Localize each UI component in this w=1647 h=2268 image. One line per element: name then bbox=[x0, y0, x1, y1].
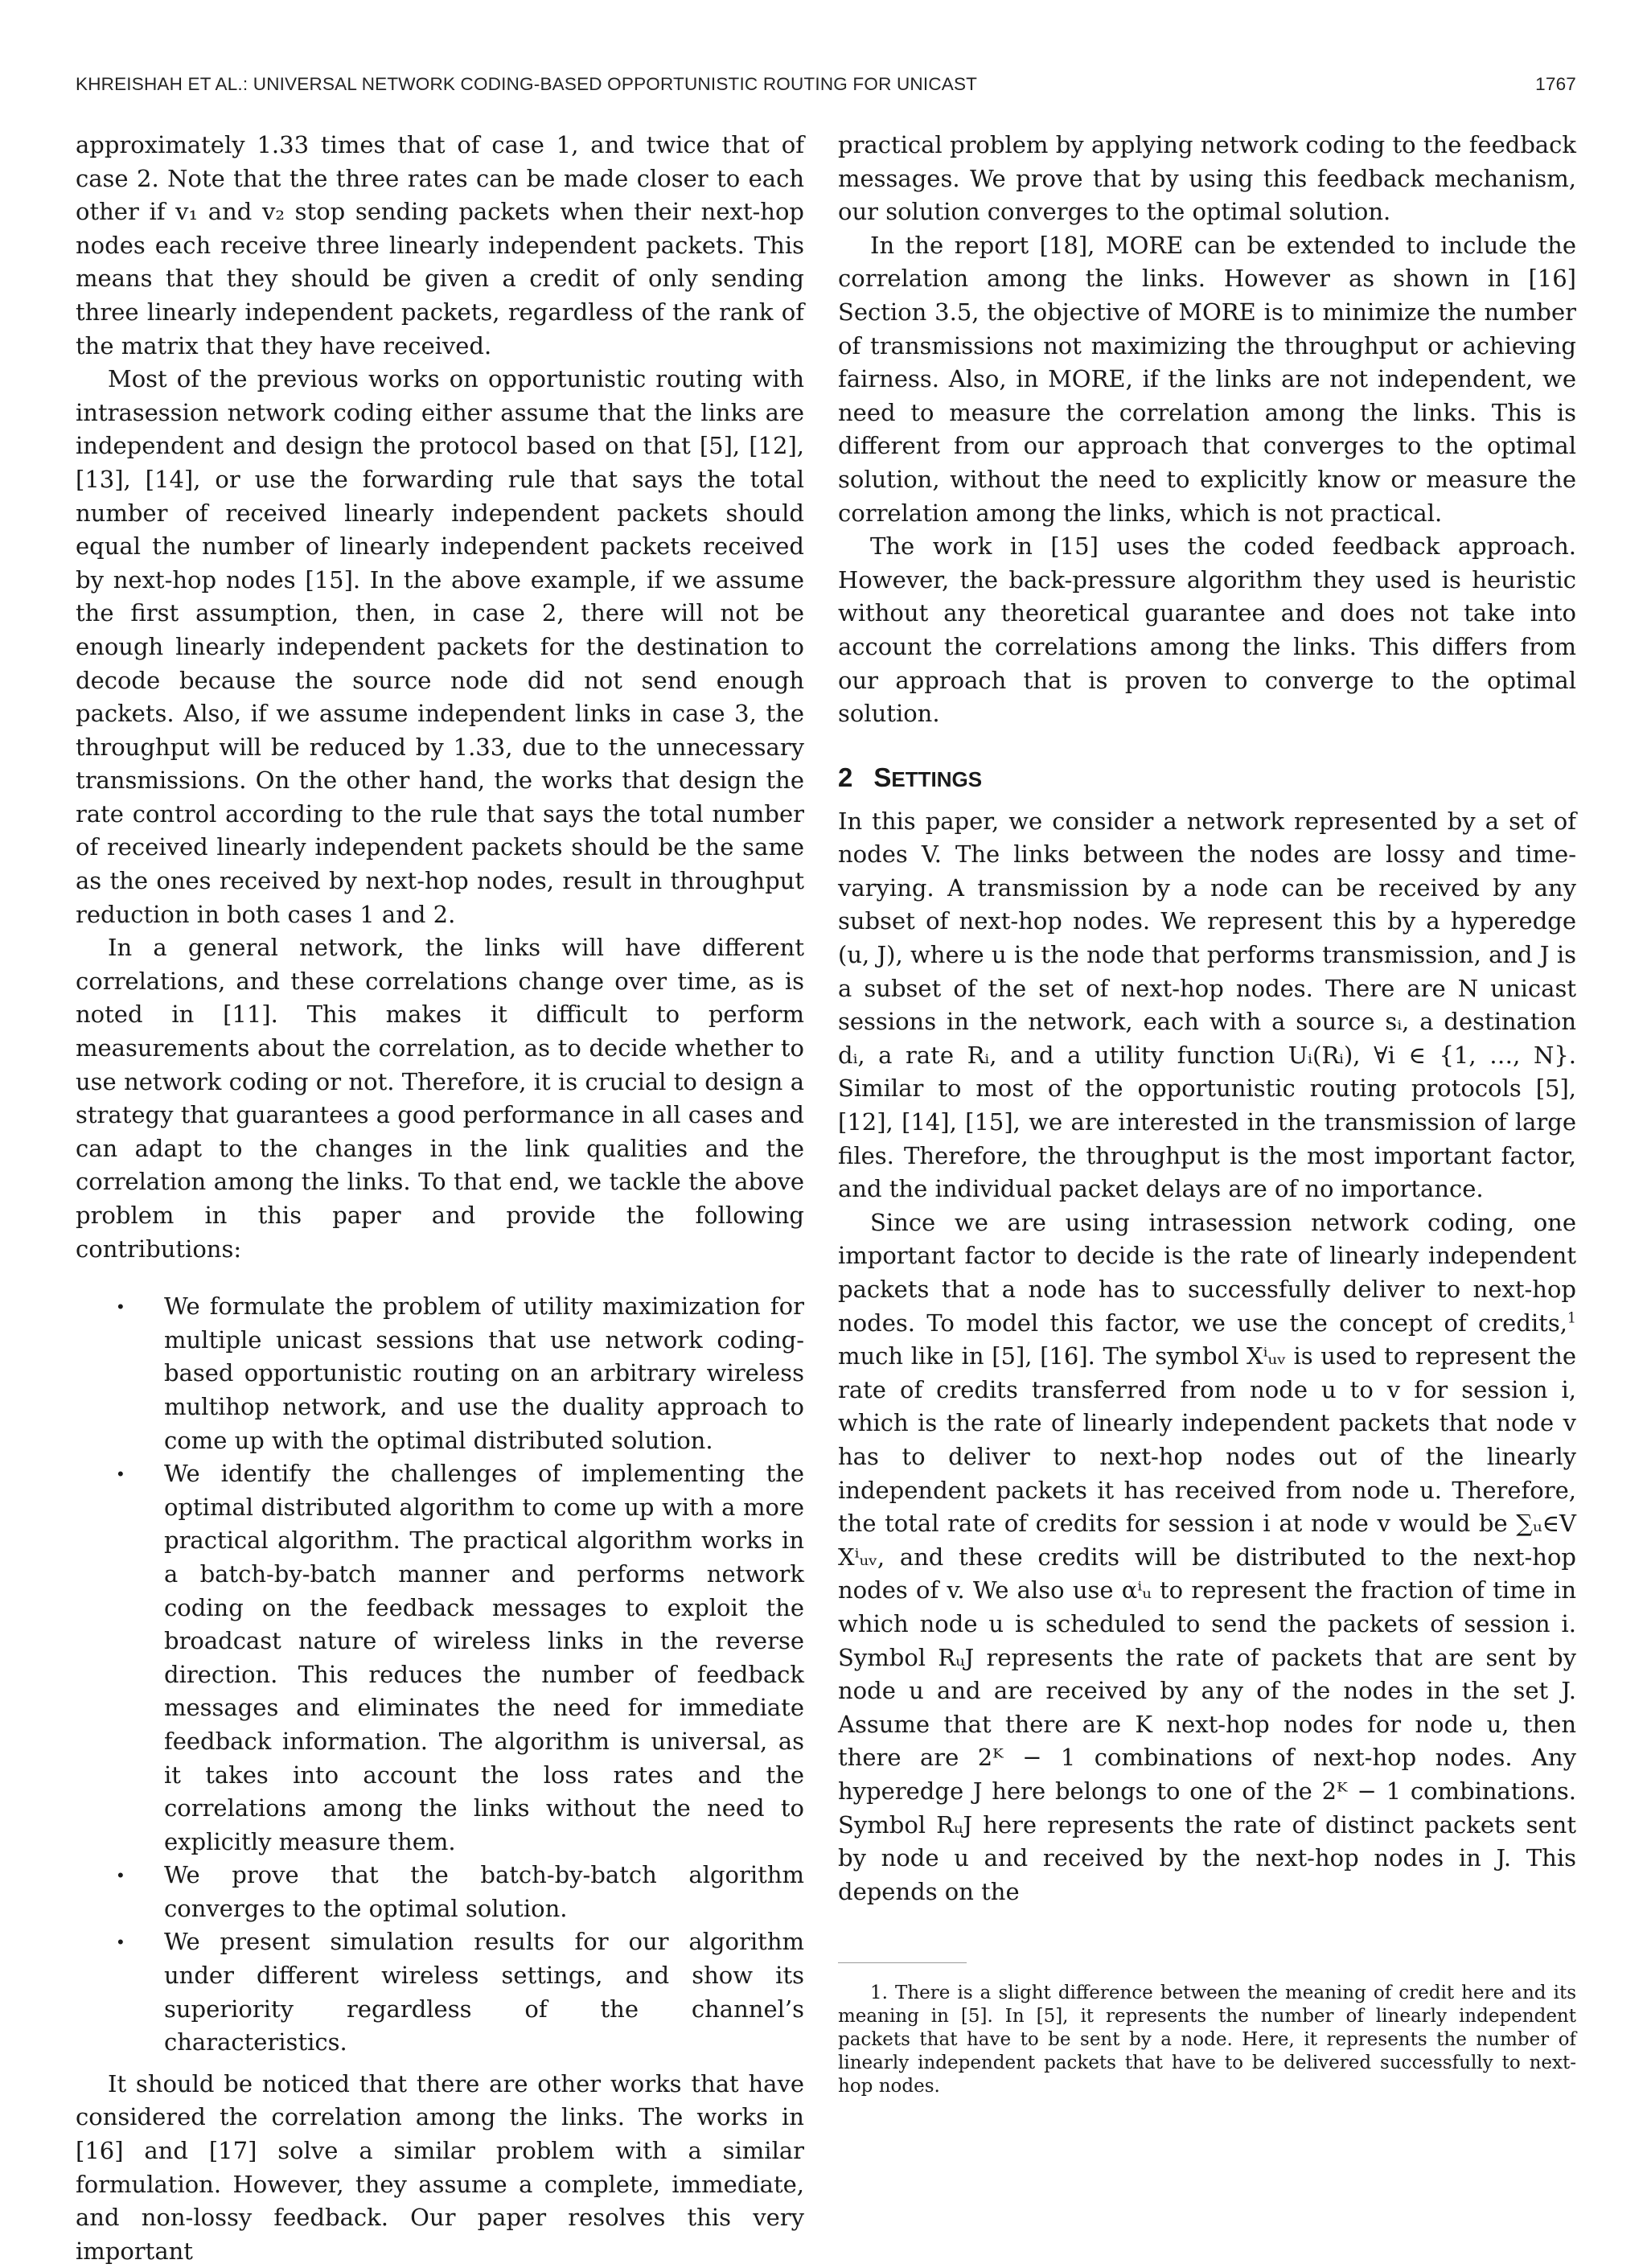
list-item-text: We prove that the batch-by-batch algorithm converges to the optimal solution. bbox=[164, 1861, 804, 1922]
list-item-text: We formulate the problem of utility maximization for multiple unicast sessions that use network coding-based opportunistic routing on an arbitrary wireless multihop network, and use the duality approach to come up with the optimal distributed solution. bbox=[164, 1292, 804, 1454]
paragraph: The work in [15] uses the coded feedback approach. However, the back-pressure algorithm they used is heuristic without any theoretical guarantee and does not take into account the correlations among the links. This differs from our approach that is proven to converge to the optimal solution. bbox=[838, 532, 1576, 728]
section-title-initial: S bbox=[873, 762, 892, 792]
page-number: 1767 bbox=[1535, 74, 1576, 94]
paragraph: In the report [18], MORE can be extended to include the correlation among the links. However as shown in [16] Section 3.5, the objective of MORE is to minimize the number of transmissions not maximizing the throughput or achieving fairness. Also, in MORE, if the links are not independent, we need to measure the correlation among the links. This is different from our approach that converges to the optimal solution, without the need to explicitly know or measure the correlation among the links, which is not practical. bbox=[838, 231, 1576, 527]
right-column bbox=[838, 129, 1576, 1908]
list-item-text: We present simulation results for our algorithm under different wireless settings, and show its superiority regardless of the channel’s characteristics. bbox=[164, 1928, 804, 2056]
running-header bbox=[76, 74, 1576, 98]
list-item bbox=[76, 1859, 804, 1925]
paragraph: In a general network, the links will have different correlations, and these correlations change over time, as is noted in [11]. This makes it difficult to perform measurements about the correlation, as to decide whether to use network coding or not. Therefore, it is crucial to design a strategy that guarantees a good performance in all cases and can adapt to the changes in the link qualities and the correlation among the links. To that end, we tackle the above problem in this paper and provide the following contributions: bbox=[76, 934, 804, 1263]
footnote-rule bbox=[838, 1962, 967, 1963]
paragraph-text: much like in [5], [16]. The symbol Xⁱᵤᵥ is used to represent the rate of credits transferred from node u to v for session i, which is the rate of linearly independent packets that node v has to deliver to next-hop nodes out of the linearly independent packets it has received from node u. Therefore, the total rate of credits for session i at node v would be ∑ᵤ∈V Xⁱᵤᵥ, and these credits will be distributed to the next-hop nodes of v. We also use αⁱᵤ to represent the fraction of time in which node u is scheduled to send the packets of session i. Symbol RᵤJ represents the rate of packets that are sent by node u and are received by any of the nodes in the set J. Assume that there are K next-hop nodes for node u, then there are 2ᴷ − 1 combinations of next-hop nodes. Any hyperedge J here belongs to one of the 2ᴷ − 1 combinations. Symbol RᵤJ here represents the rate of distinct packets sent by node u and received by the next-hop nodes in J. This depends on the bbox=[838, 1342, 1576, 1905]
paragraph bbox=[838, 1206, 1576, 1908]
contributions-list bbox=[76, 1290, 804, 2060]
section-title-rest: ETTINGS bbox=[891, 766, 983, 791]
bullet-icon: • bbox=[117, 1932, 124, 1953]
paragraph: In this paper, we consider a network represented by a set of nodes V. The links between the nodes are lossy and time-varying. A transmission by a node can be received by any subset of next-hop nodes. We represent this by a hyperedge (u, J), where u is the node that performs transmission, and J is a subset of the set of next-hop nodes. There are N unicast sessions in the network, each with a source sᵢ, a destination dᵢ, a rate Rᵢ, and a utility function Uᵢ(Rᵢ), ∀i ∈ {1, …, N}. Similar to most of the opportunistic routing protocols [5], [12], [14], [15], we are interested in the transmission of large files. Therefore, the throughput is the most important factor, and the individual packet delays are of no importance. bbox=[838, 807, 1576, 1203]
bullet-icon: • bbox=[117, 1464, 124, 1485]
list-item bbox=[76, 1457, 804, 1859]
footnote: 1. There is a slight difference between the meaning of credit here and its meaning in [5]. In [5], it represents the number of linearly independent packets that have to be sent by a node. Here, it represents the number of linearly independent packets that have to be delivered successfully to next-hop nodes. bbox=[838, 1982, 1576, 2097]
paragraph: Most of the previous works on opportunistic routing with intrasession network coding either assume that the links are independent and design the protocol based on that [5], [12], [13], [14], or use the forwarding rule that says the total number of received linearly independent packets should equal the number of linearly independent packets received by next-hop nodes [15]. In the above example, if we assume the first assumption, then, in case 2, there will not be enough linearly independent packets for the destination to decode because the source node did not send enough packets. Also, if we assume independent links in case 3, the throughput will be reduced by 1.33, due to the unnecessary transmissions. On the other hand, the works that design the rate control according to the rule that says the total number of received linearly independent packets should be the same as the ones received by next-hop nodes, result in throughput reduction in both cases 1 and 2. bbox=[76, 365, 804, 928]
bullet-icon: • bbox=[117, 1865, 124, 1886]
section-number: 2 bbox=[838, 762, 853, 792]
paragraph: It should be noticed that there are other works that have considered the correlation among the links. The works in [16] and [17] solve a similar problem with a similar formulation. However, they assume a complete, immediate, and non-lossy feedback. Our paper resolves this very important bbox=[76, 2069, 804, 2265]
list-item bbox=[76, 1925, 804, 2059]
left-column bbox=[76, 129, 804, 2268]
footnote-marker[interactable]: 1 bbox=[1567, 1309, 1576, 1326]
paragraph-text: Since we are using intrasession network coding, one important factor to decide is the rate of linearly independent packets that a node has to successfully deliver to next-hop nodes. To model this factor, we use the concept of credits, bbox=[838, 1208, 1576, 1337]
running-title: KHREISHAH ET AL.: UNIVERSAL NETWORK CODING-BASED OPPORTUNISTIC ROUTING FOR UNICAST bbox=[76, 74, 978, 94]
paragraph: approximately 1.33 times that of case 1, and twice that of case 2. Note that the three rates can be made closer to each other if v₁ and v₂ stop sending packets when their next-hop nodes each receive three linearly independent packets. This means that they should be given a credit of only sending three linearly independent packets, regardless of the rank of the matrix that they have received. bbox=[76, 131, 804, 360]
section-heading bbox=[838, 760, 1576, 797]
list-item bbox=[76, 1290, 804, 1457]
list-item-text: We identify the challenges of implementing the optimal distributed algorithm to come up with a more practical algorithm. The practical algorithm works in a batch-by-batch manner and performs network coding on the feedback messages to exploit the broadcast nature of wireless links in the reverse direction. This reduces the number of feedback messages and eliminates the need for immediate feedback information. The algorithm is universal, as it takes into account the loss rates and the correlations among the links without the need to explicitly measure them. bbox=[164, 1460, 804, 1855]
paragraph: practical problem by applying network coding to the feedback messages. We prove that by using this feedback mechanism, our solution converges to the optimal solution. bbox=[838, 131, 1576, 226]
bullet-icon: • bbox=[117, 1296, 124, 1317]
